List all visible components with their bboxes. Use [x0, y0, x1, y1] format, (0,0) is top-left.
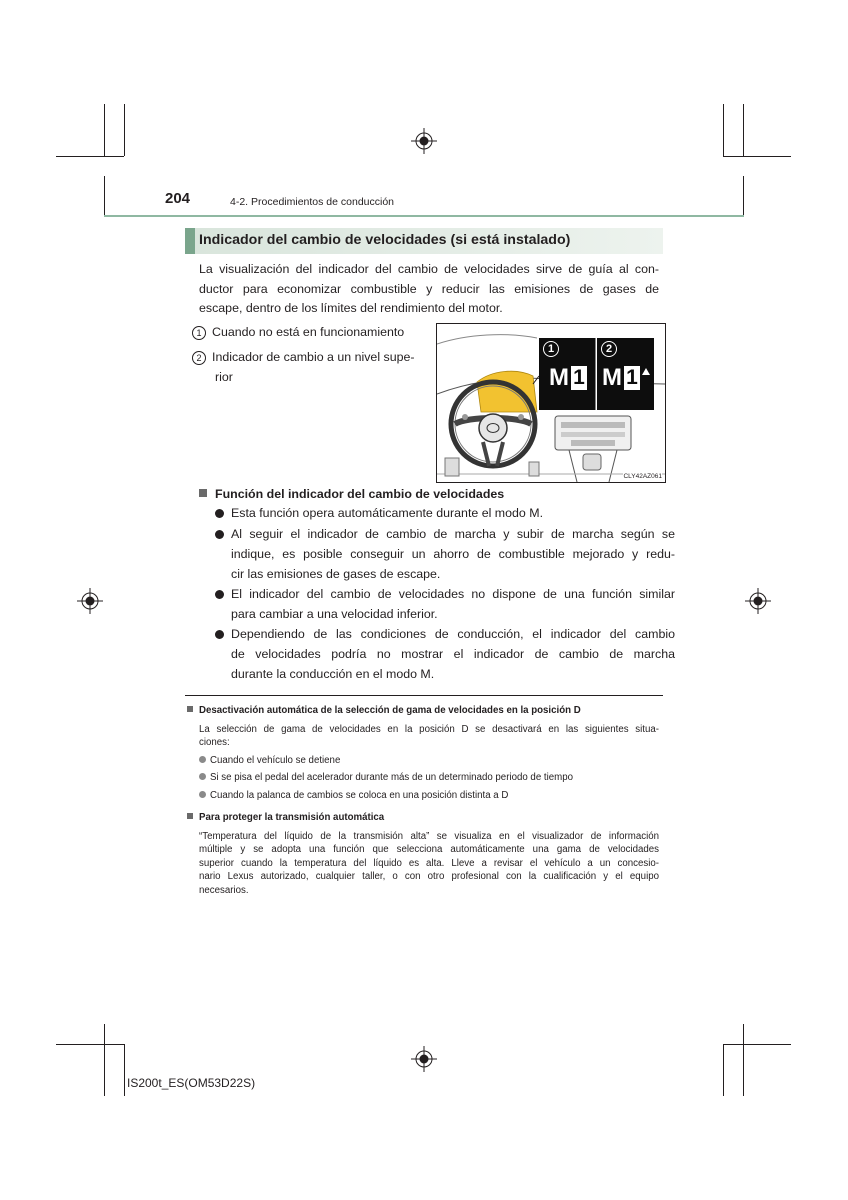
- bullet-dot-icon: [215, 509, 224, 518]
- note-1: [187, 704, 659, 803]
- callout-text: Cuando no está en funcionamiento: [212, 325, 405, 339]
- bullet-line: Al seguir el indicador de cambio de marcha y subir de marcha según se: [231, 527, 675, 541]
- bullet-line: El indicador del cambio de velocidades no dispone de una función similar: [231, 587, 675, 601]
- header-rule: [104, 215, 744, 217]
- note-heading-text: Desactivación automática de la selección de gama de velocidades en la posición D: [199, 705, 581, 716]
- note-2: [187, 811, 659, 898]
- callout-2: [192, 347, 415, 367]
- bullet-dot-icon: [199, 756, 206, 763]
- note-line: superior cuando la temperatura del líquido es alta. Lleve a revisar el vehículo a un concesio-: [199, 857, 659, 869]
- illustration-code: CLY42AZ061: [623, 473, 662, 480]
- bullet-line: para cambiar a una velocidad inferior.: [231, 606, 438, 621]
- notes-divider: [185, 695, 663, 696]
- registration-mark-right-icon: [745, 588, 771, 614]
- function-bullet-3: [215, 585, 675, 625]
- note-line: “Temperatura del líquido de la transmisión alta” se visualiza en el visualizador de información: [199, 830, 659, 842]
- note-bullet: Si se pisa el pedal del acelerador durante más de un determinado periodo de tiempo: [199, 771, 659, 785]
- callout-number: 2: [192, 351, 206, 365]
- registration-mark-left-icon: [77, 588, 103, 614]
- note-line: La selección de gama de velocidades en la posición D se desactivará en las siguientes situa-: [199, 723, 659, 735]
- panel-2-number: 2: [601, 341, 617, 357]
- note-line: nario Lexus autorizado, cualquier taller, o con otro profesional con la cualificación y el equipo: [199, 871, 659, 883]
- section-title: Indicador del cambio de velocidades (si está instalado): [199, 232, 571, 248]
- bullet-dot-icon: [215, 630, 224, 639]
- function-bullet-4: [215, 625, 675, 684]
- note-heading: [187, 704, 659, 718]
- bullet-dot-icon: [215, 590, 224, 599]
- callout-text-continued: rior: [215, 370, 233, 384]
- square-bullet-icon: [199, 489, 207, 497]
- panel-1-gear-letter: M: [549, 364, 569, 391]
- intro-line: La visualización del indicador del cambio de velocidades sirve de guía al con-: [199, 262, 659, 276]
- section-breadcrumb: 4-2. Procedimientos de conducción: [230, 196, 395, 208]
- bullet-line: durante la conducción en el modo M.: [231, 666, 435, 681]
- note-heading-text: Para proteger la transmisión automática: [199, 812, 385, 823]
- note-line: ciones:: [199, 737, 230, 749]
- callout-1: [192, 322, 404, 342]
- bullet-line: indique, es posible conseguir un ahorro de combustible mejorado y redu-: [231, 546, 675, 561]
- note-bullet: Cuando el vehículo se detiene: [199, 754, 659, 768]
- square-bullet-icon: [187, 706, 193, 712]
- shift-up-arrow-icon: [642, 368, 650, 376]
- bullet-dot-icon: [199, 791, 206, 798]
- bullet-line: Dependiendo de las condiciones de conducción, el indicador del cambio: [231, 627, 675, 641]
- panel-2-gear-letter: M: [602, 364, 622, 391]
- function-bullet-2: [215, 525, 675, 584]
- note-bullet: Cuando la palanca de cambios se coloca en una posición distinta a D: [199, 789, 659, 803]
- callout-text: Indicador de cambio a un nivel supe-: [212, 350, 415, 364]
- note-line: necesarios.: [199, 884, 249, 896]
- bullet-line: de velocidades podría no mostrar el indicador de cambio de marcha: [231, 646, 675, 661]
- registration-mark-bottom-icon: [411, 1046, 437, 1072]
- note-line: múltiple y se adopta una función que selecciona automáticamente una gama de velocidades: [199, 844, 659, 856]
- bullet-dot-icon: [215, 530, 224, 539]
- bullet-line: Esta función opera automáticamente durante el modo M.: [231, 506, 544, 520]
- note-heading: [187, 811, 659, 825]
- callout-number: 1: [192, 326, 206, 340]
- panel-1-gear-digit: 1: [571, 366, 587, 390]
- intro-line: ductor para economizar combustible y reducir las emisiones de gases de: [199, 281, 659, 296]
- function-bullet-1: [215, 504, 675, 524]
- registration-mark-top-icon: [411, 128, 437, 154]
- dashboard-illustration: [436, 323, 666, 483]
- panel-2-gear-digit: 1: [624, 366, 640, 390]
- function-heading-text: Función del indicador del cambio de velocidades: [215, 487, 505, 501]
- intro-paragraph: [199, 260, 659, 319]
- panel-1-number: 1: [543, 341, 559, 357]
- bullet-dot-icon: [199, 773, 206, 780]
- page-number: 204: [165, 190, 191, 207]
- document-code: IS200t_ES(OM53D22S): [127, 1076, 256, 1090]
- function-heading: [199, 484, 504, 504]
- square-bullet-icon: [187, 813, 193, 819]
- intro-line: escape, dentro de los límites del rendimiento del motor.: [199, 301, 503, 315]
- bullet-line: cir las emisiones de gases de escape.: [231, 566, 441, 581]
- section-title-bar: [185, 228, 663, 254]
